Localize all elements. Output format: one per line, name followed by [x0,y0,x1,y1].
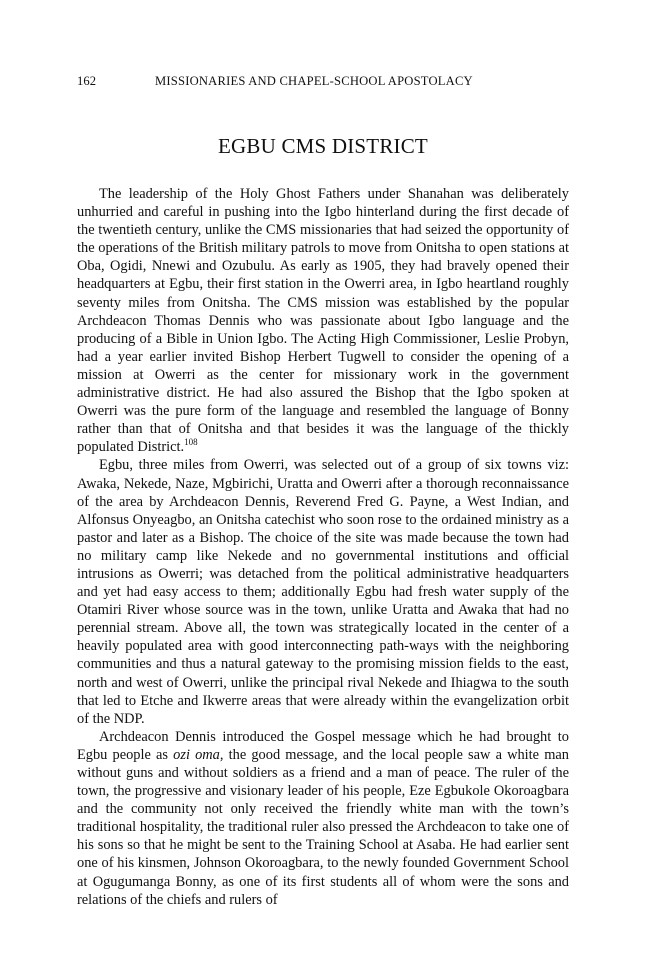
running-title: MISSIONARIES AND CHAPEL-SCHOOL APOSTOLACY [155,74,473,88]
page-number: 162 [77,74,97,88]
paragraph [77,456,569,727]
paragraph-text: , the good message, and the local people saw a white man without guns and without soldiers as a friend and a man of peace. The ruler of the town, the progressive and visionary leader of his people, Eze Egbukole Okoroagbara and the community not only received the friendly white man with the town’s traditional hospitality, the traditional ruler also pressed the Archdeacon to take one of his sons so that he might be sent to the Training School at Asaba. He had earlier sent one of his kinsmen, Johnson Okoroagbara, to the newly founded Government School at Ogugumanga Bonny, as one of its first students all of whom were the sons and relations of the chiefs and rulers of [77,746,569,908]
paragraph [77,185,569,456]
paragraph-text: Archdeacon Dennis introduced the Gospel message which he had brought to Egbu people as [77,728,569,763]
book-page [77,74,569,909]
paragraph-text: Egbu, three miles from Owerri, was selected out of a group of six towns viz: Awaka, Nekede, Naze, Mgbirichi, Uratta and Owerri after a thorough reconnaissance of the area by Archdeacon Dennis, Reverend Fred G. Payne, a West Indian, and Alfonsus Onyeagbo, an Onitsha catechist who soon rose to the ordained ministry as a pastor and later as a Bishop. The choice of the site was made because the town had no military camp like Nekede and no governmental institutions and official intrusions as Owerri; was detached from the political administrative headquarters and yet had easy access to them; additionally Egbu had fresh water supply of the Otamiri River whose source was in the town, unlike Uratta and Awaka that had no perennial stream. Above all, the town was strategically located in the center of a heavily populated area with good interconnecting path-ways with the neighboring communities and thus a natural gateway to the promising mission fields to the east, north and west of Owerri, unlike the principal rival Nekede and Ihiagwa to the south that led to Etche and Ikwerre areas that were already within the evangelization orbit of the NDP. [77,457,569,727]
italic-term: ozi oma [173,746,220,763]
running-header [77,74,569,94]
paragraph [77,728,569,909]
chapter-title: EGBU CMS DISTRICT [218,134,428,158]
footnote-reference: 108 [184,437,198,448]
body-text [77,185,569,909]
paragraph-text: The leadership of the Holy Ghost Fathers under Shanahan was deliberately unhurried and careful in pushing into the Igbo hinterland during the first decade of the twentieth century, unlike the CMS missionaries that had seized the opportunity of the operations of the British military patrols to move from Onitsha to open stations at Oba, Ogidi, Nnewi and Ozubulu. As early as 1905, they had bravely opened their headquarters at Egbu, their first station in the Owerri area, in Igbo heartland roughly seventy miles from Onitsha. The CMS mission was established by the popular Archdeacon Thomas Dennis who was passionate about Igbo language and the producing of a Bible in Union Igbo. The Acting High Commissioner, Leslie Probyn, had a year earlier invited Bishop Herbert Tugwell to consider the opening of a mission at Owerri as the center for missionary work in the government administrative district. He had also assured the Bishop that the Igbo spoken at Owerri was the pure form of the language and resembled the language of Bonny rather than that of Onitsha and that besides it was the language of the thickly populated District. [77,186,569,456]
